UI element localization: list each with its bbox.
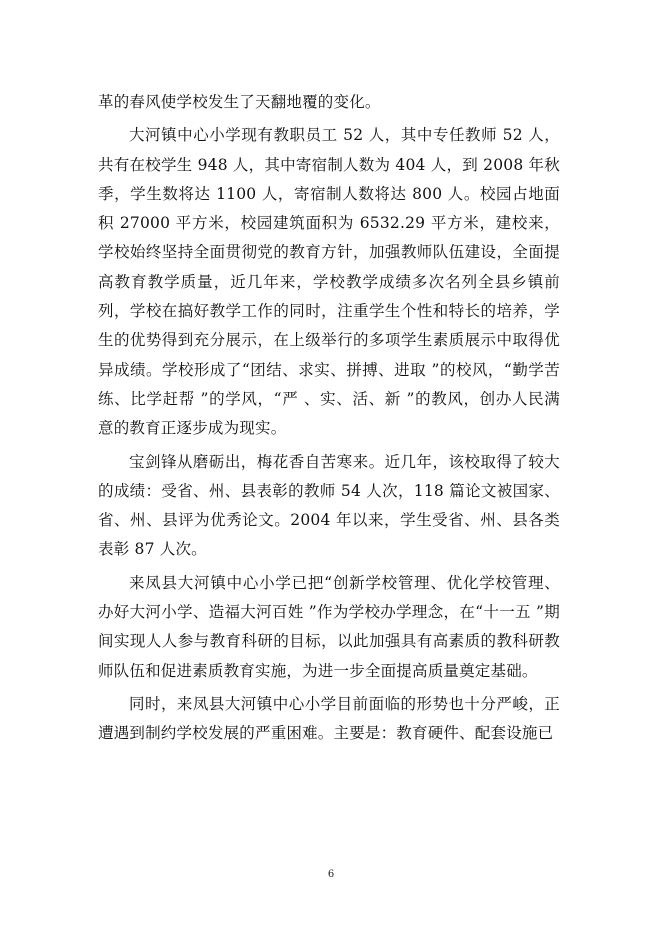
paragraph-school-overview: 大河镇中心小学现有教职员工 52 人，其中专任教师 52 人，共有在校学生 948 人，其中寄宿制人数为 404 人，到 2008 年秋季，学生数将达 1100 人，寄宿制人数将达 800 人。校园占地面积 27000 平方米，校园建筑面积为 6532.29 平方米，建校来，学校始终坚持全面贯彻党的教育方针，加强教师队伍建设，全面提高教育教学质量，近几年来，学校教学成绩多次名列全县乡镇前列，学校在搞好教学工作的同时，注重学生个性和特长的培养，学生的优势得到充分展示，在上级举行的多项学生素质展示中取得优异成绩。学校形成了“团结、求实、拼搏、进取 ”的校风，“勤学苦练、比学赶帮 ”的学风，“严 、实、活、新 ”的教风，创办人民满意的教育正逐步成为现实。 <box>98 126 560 438</box>
paragraph-school-philosophy: 来凤县大河镇中心小学已把“创新学校管理、优化学校管理、办好大河小学、造福大河百姓 ”作为学校办学理念，在“十一五 ”期间实现人人参与教育科研的目标，以此加强具有高素质的教科研教师队伍和促进素质教育实施，为进一步全面提高质量奠定基础。 <box>98 573 560 680</box>
paragraph-continuation: 革的春风使学校发生了天翻地覆的变化。 <box>98 93 381 111</box>
paragraph-challenges: 同时，来凤县大河镇中心小学目前面临的形势也十分严峻，正遭遇到制约学校发展的严重困难。主要是：教育硬件、配套设施已 <box>98 694 560 743</box>
paragraph-achievements: 宝剑锋从磨砺出，梅花香自苦寒来。近几年，该校取得了较大的成绩：受省、州、县表彰的教师 54 人次，118 篇论文被国家、省、州、县评为优秀论文。2004 年以来，学生受省、州、县各类表彰 87 人次。 <box>98 452 560 559</box>
page-number: 6 <box>327 869 335 880</box>
body-text <box>98 88 560 749</box>
